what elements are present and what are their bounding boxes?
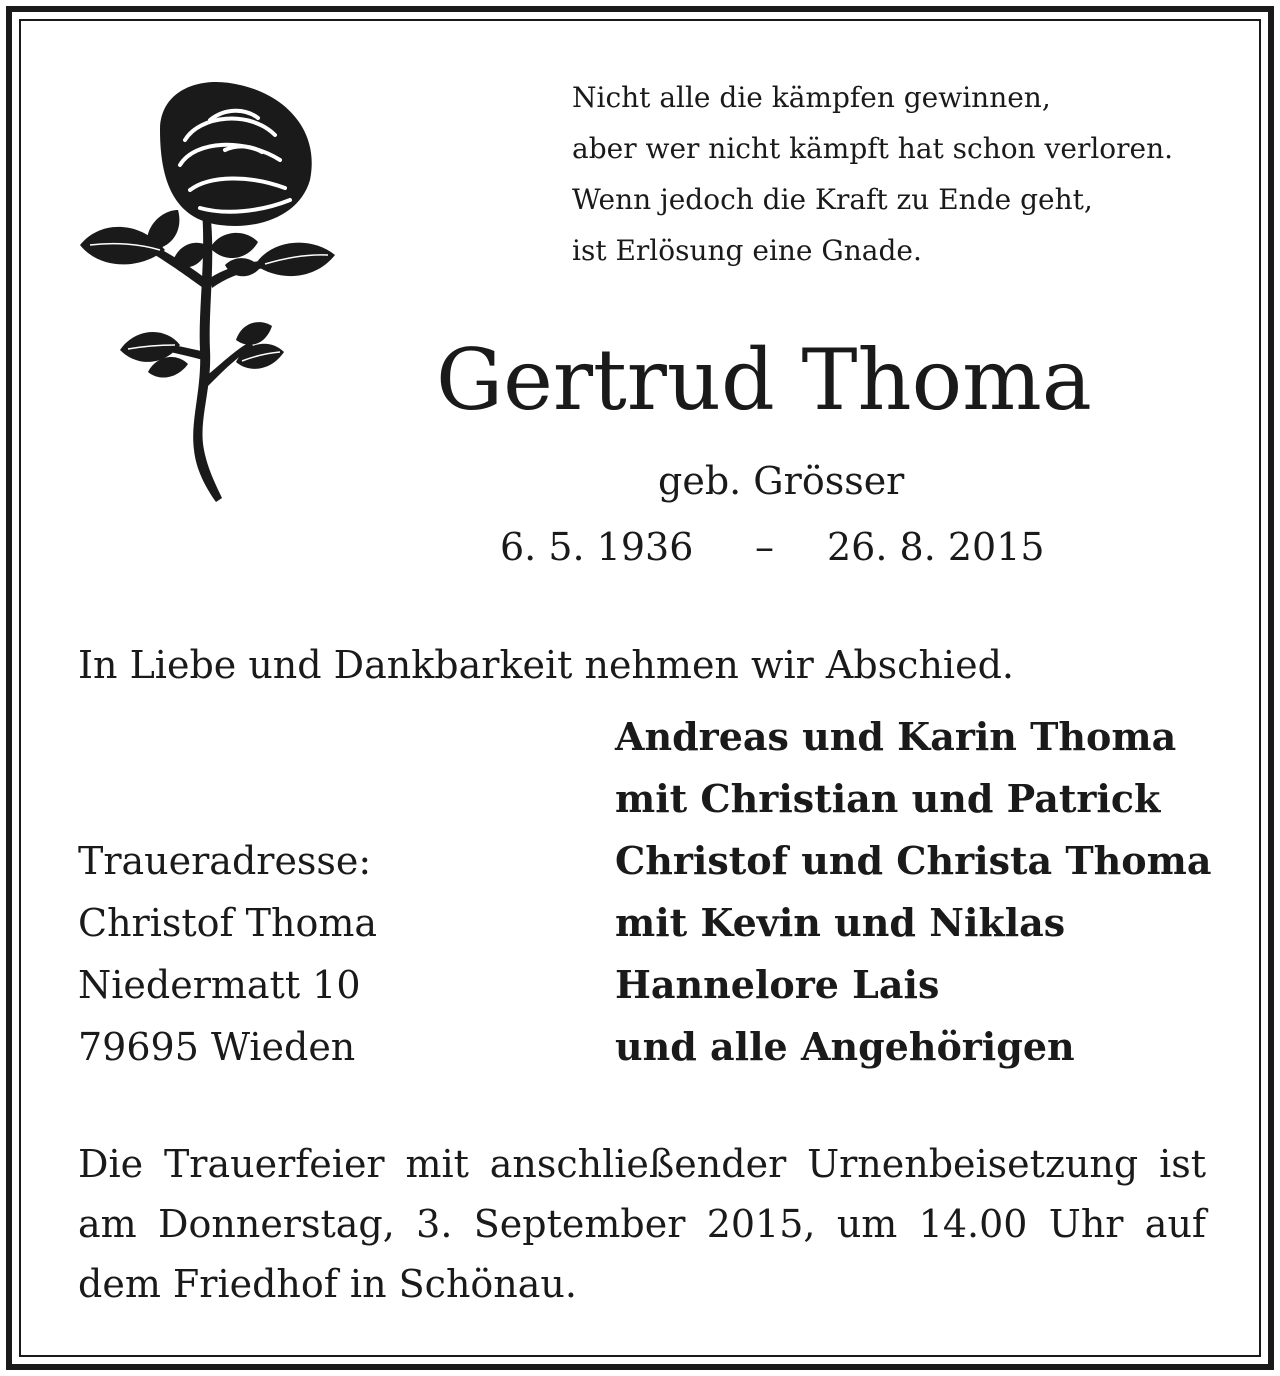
- farewell-text: In Liebe und Dankbarkeit nehmen wir Abschied.: [78, 643, 1014, 687]
- poem-line: aber wer nicht kämpft hat schon verloren.: [572, 132, 1174, 165]
- mourners-list: [615, 706, 1211, 1078]
- ceremony-line: dem Friedhof in Schönau.: [78, 1262, 577, 1306]
- mourner-line: mit Christian und Patrick: [615, 776, 1161, 821]
- mourner-line: Andreas und Karin Thoma: [615, 714, 1177, 759]
- address-name: Christof Thoma: [78, 901, 378, 945]
- mourner-line: und alle Angehörigen: [615, 1024, 1075, 1069]
- poem: [572, 72, 1173, 276]
- mourner-line: Hannelore Lais: [615, 962, 940, 1007]
- address-label: Traueradresse:: [78, 839, 372, 883]
- address-city: 79695 Wieden: [78, 1025, 356, 1069]
- poem-line: Wenn jedoch die Kraft zu Ende geht,: [572, 183, 1093, 216]
- ceremony-line: am Donnerstag, 3. September 2015, um 14.00 Uhr auf: [78, 1202, 1206, 1246]
- poem-line: ist Erlösung eine Gnade.: [572, 234, 922, 267]
- ceremony-line: Die Trauerfeier mit anschließender Urnenbeisetzung ist: [78, 1142, 1206, 1186]
- life-dates: [500, 522, 1045, 572]
- ceremony-notice: [78, 1134, 1206, 1314]
- rose-icon: [60, 60, 360, 510]
- mourner-line: Christof und Christa Thoma: [615, 838, 1212, 883]
- maiden-name: geb. Grösser: [658, 459, 905, 503]
- mourner-line: mit Kevin und Niklas: [615, 900, 1066, 945]
- death-date: 26. 8. 2015: [827, 525, 1045, 569]
- date-separator: –: [755, 525, 774, 569]
- poem-line: Nicht alle die kämpfen gewinnen,: [572, 81, 1051, 114]
- deceased-name: Gertrud Thoma: [436, 331, 1092, 429]
- mourning-address: [78, 830, 377, 1078]
- address-street: Niedermatt 10: [78, 963, 361, 1007]
- birth-date: 6. 5. 1936: [500, 525, 694, 569]
